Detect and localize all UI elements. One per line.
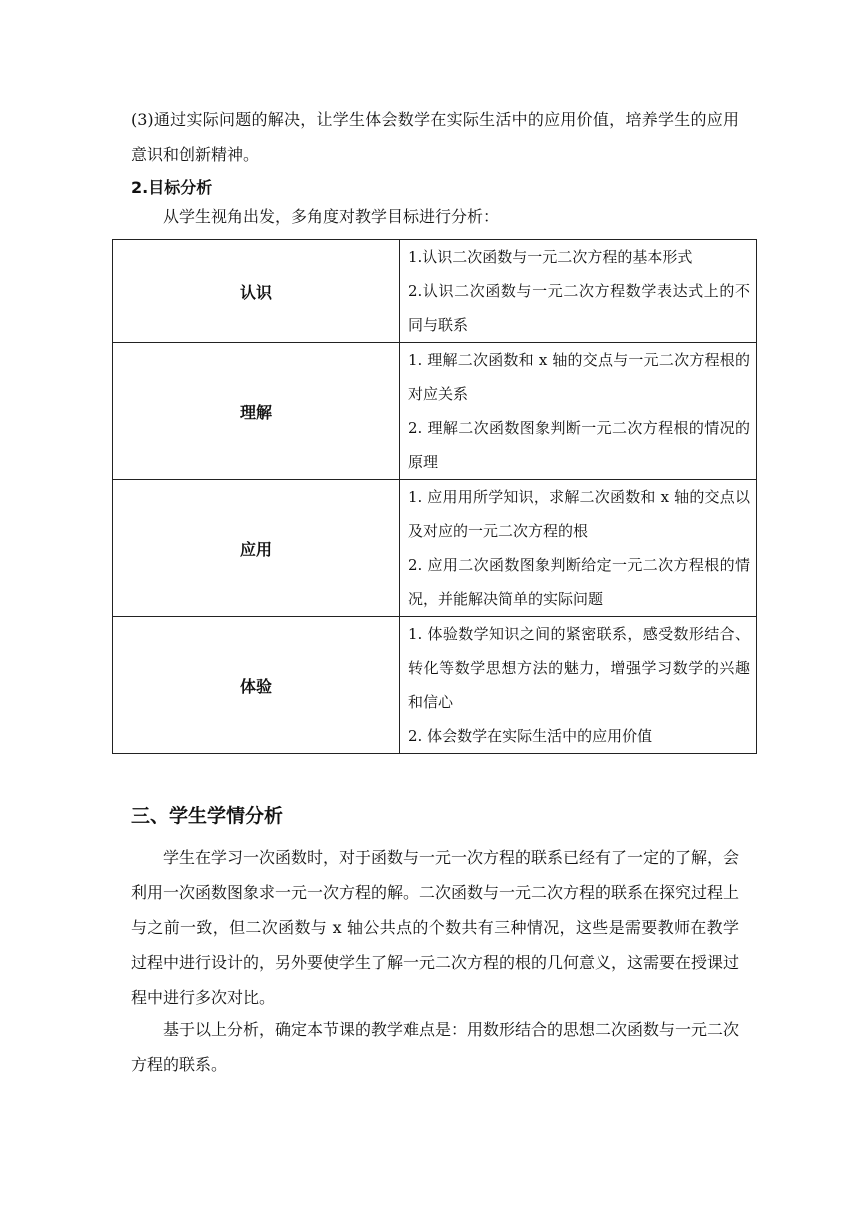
teaching-difficulty-paragraph: 基于以上分析，确定本节课的教学难点是：用数形结合的思想二次函数与一元二次方程的联系。 [131, 1020, 740, 1074]
goal-item: 1. 理解二次函数和 x 轴的交点与一元二次方程根的对应关系 [408, 351, 750, 403]
goal-item: 2. 应用二次函数图象判断给定一元二次方程根的情况，并能解决简单的实际问题 [408, 556, 750, 608]
description-cell [400, 480, 757, 617]
learner-analysis-paragraph: 学生在学习一次函数时，对于函数与一元一次方程的联系已经有了一定的了解，会利用一次函数图象求一元一次方程的解。二次函数与一元二次方程的联系在探究过程上与之前一致，但二次函数与 x 轴公共点的个数共有三种情况，这些是需要教师在教学过程中进行设计的，另外要使学生了解一元二次方程的根的几何意义，这需要在授课过程中进行多次对比。 [131, 848, 740, 1007]
table-row [113, 343, 757, 480]
goal-item: 2. 体会数学在实际生活中的应用价值 [408, 727, 653, 745]
table-row [113, 480, 757, 617]
objective-3-paragraph: (3)通过实际问题的解决，让学生体会数学在实际生活中的应用价值，培养学生的应用意识和创新精神。 [131, 110, 739, 164]
description-cell [400, 343, 757, 480]
goal-item: 1.认识二次函数与一元二次方程的基本形式 [408, 248, 693, 266]
table-row [113, 617, 757, 754]
goals-analysis-table [112, 239, 757, 754]
goal-item: 1. 体验数学知识之间的紧密联系，感受数形结合、转化等数学思想方法的魅力，增强学习数学的兴趣和信心 [408, 625, 750, 711]
table-row [113, 240, 757, 343]
category-cell: 认识 [113, 240, 400, 343]
category-cell: 体验 [113, 617, 400, 754]
description-cell [400, 617, 757, 754]
description-cell [400, 240, 757, 343]
category-cell: 应用 [113, 480, 400, 617]
goal-item: 2. 理解二次函数图象判断一元二次方程根的情况的原理 [408, 419, 750, 471]
section-2-heading: 2.目标分析 [131, 178, 213, 197]
goal-item: 2.认识二次函数与一元二次方程数学表达式上的不同与联系 [408, 282, 750, 334]
goal-item: 1. 应用用所学知识，求解二次函数和 x 轴的交点以及对应的一元二次方程的根 [408, 488, 750, 540]
section-2-intro: 从学生视角出发，多角度对教学目标进行分析： [163, 207, 500, 226]
category-cell: 理解 [113, 343, 400, 480]
section-3-heading: 三、学生学情分析 [131, 805, 284, 827]
